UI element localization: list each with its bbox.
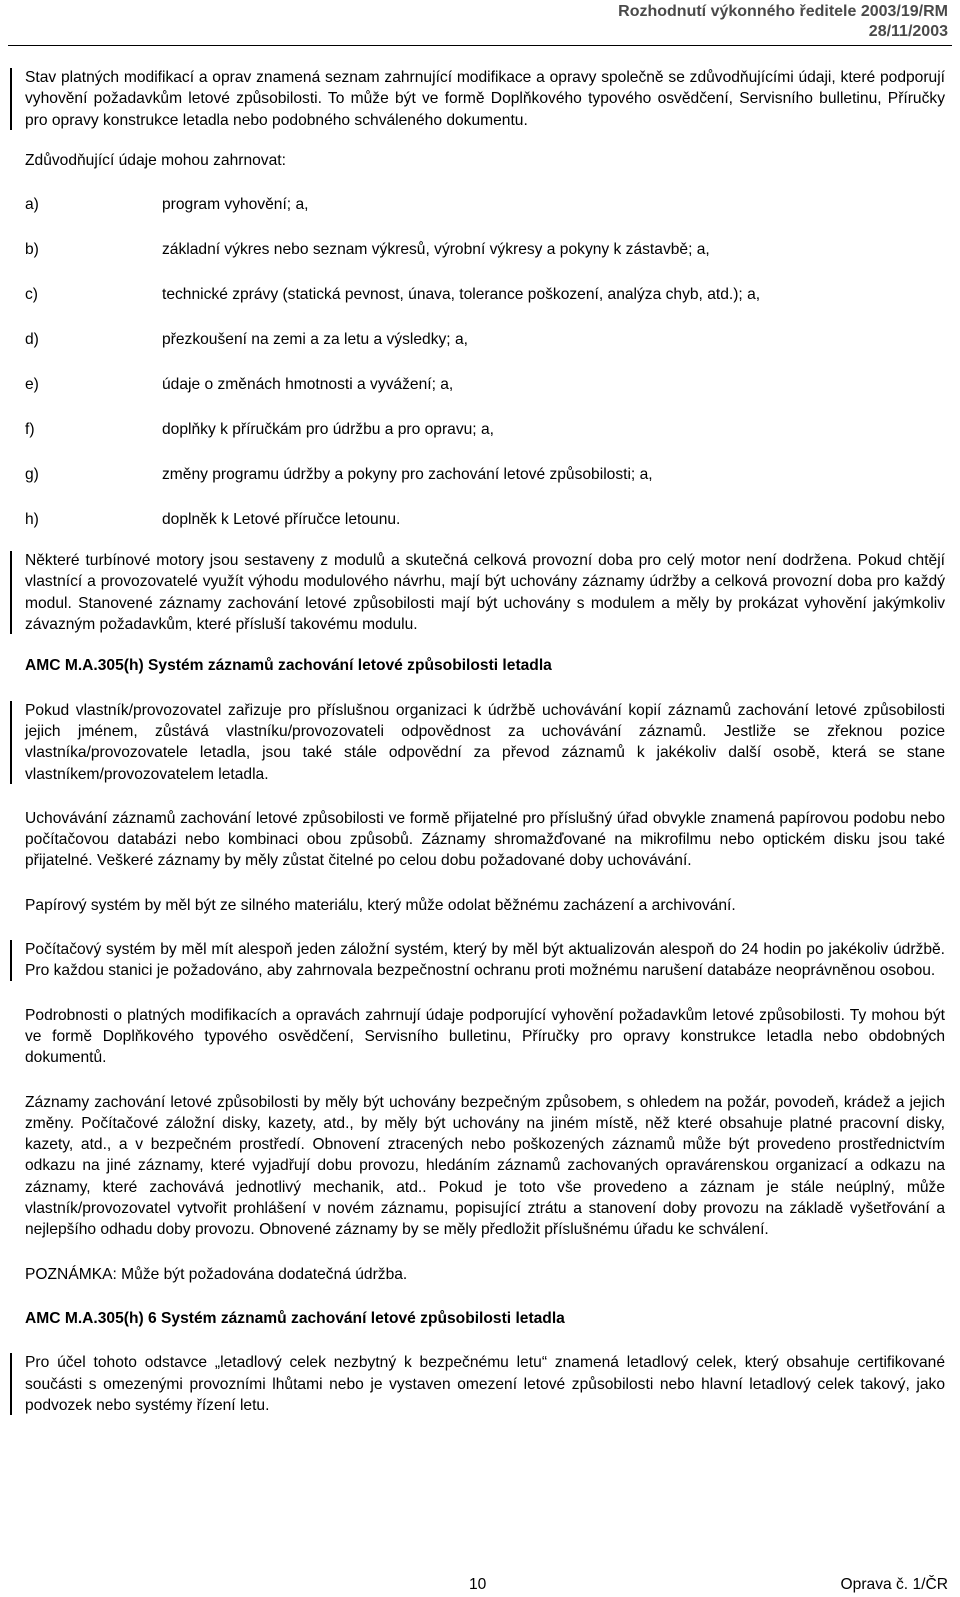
page-header (618, 2, 948, 42)
revision-label: Oprava č. 1/ČR (840, 1576, 948, 1593)
paragraph-purpose: Pro účel tohoto odstavce „letadlový celek nezbytný k bezpečnému letu“ znamená letadlový celek, který obsahuje certifikované součásti s omezenými provozními lhůtami nebo je vystaven omezení letové způsobilosti nebo hlavní letadlový celek takový, jako podvozek nebo systémy řízení letu. (25, 1352, 945, 1416)
list-item-letter: g) (25, 466, 39, 484)
list-item (25, 194, 945, 239)
list-item (25, 464, 945, 509)
list-item (25, 419, 945, 464)
document-body (25, 67, 945, 1416)
list-item (25, 329, 945, 374)
list-item (25, 239, 945, 284)
list-item-letter: a) (25, 196, 39, 214)
paragraph-computer: Počítačový systém by měl mít alespoň jeden záložní systém, který by měl být aktualizován alespoň do 24 hodin po jakékoliv údržbě. Pro každou stanici je požadováno, aby zahrnovala bezpečnostní ochranu proti možnému narušení databáze neoprávněnou osobou. (25, 939, 945, 982)
list-item-text: základní výkres nebo seznam výkresů, výrobní výkresy a pokyny k zástavbě; a, (162, 241, 710, 259)
list-item-letter: e) (25, 376, 39, 394)
list-item (25, 509, 945, 533)
page-number: 10 (469, 1576, 487, 1593)
list-item (25, 374, 945, 419)
list-item-letter: d) (25, 331, 39, 349)
list-item-text: technické zprávy (statická pevnost, únava, tolerance poškození, analýza chyb, atd.); a, (162, 286, 761, 304)
list-item-letter: f) (25, 421, 35, 439)
header-divider (8, 45, 952, 46)
list-item (25, 284, 945, 329)
paragraph-protection: Záznamy zachování letové způsobilosti by měly být uchovány bezpečným způsobem, s ohledem na požár, povodeň, krádež a jejich změny. Počítačové záložní disky, kazety, atd., by měly být uchovány na jiném místě, něž které obsahuje platné pracovní disky, kazety, atd., a v bezpečném prostředí. Obnovení ztracených nebo poškozených záznamů může být provedeno prostřednictvím odkazu na jiné záznamy, které vyjadřují dobu provozu, hledáním záznamů zachovaných opravárenskou organizací a odkazu na záznamy, které zachovává jednotlivý mechanik, atd.. Pokud je toto vše provedeno a záznam je stále neúplný, může vlastník/provozovatel vytvořit prohlášení v novém záznamu, popisující ztrátu a stanovení doby provozu na základě vyšetřování a nejlepšího odhadu doby provozu. Obnovené záznamy by se měly předložit příslušnému úřadu ke schválení. (25, 1093, 945, 1239)
paragraph-note: POZNÁMKA: Může být požadována dodatečná údržba. (25, 1265, 408, 1283)
paragraph-modules: Některé turbínové motory jsou sestaveny z modulů a skutečná celková provozní doba pro celý motor není dodržena. Pokud chtějí vlastnící a provozovatelé využít výhodu modulového návrhu, mají být uchovány záznamy údržby a celková provozní doba pro každý modul. Stanovené záznamy zachování letové způsobilosti mají být uchovány s modulem a měly by prokázat vyhovění jakýmkoliv závazným požadavkům, které přísluší takovému modulu. (25, 550, 945, 635)
paragraph-supporting-data: Zdůvodňující údaje mohou zahrnovat: (25, 151, 286, 169)
document-date: 28/11/2003 (868, 23, 948, 40)
paragraph-storage: Uchovávání záznamů zachování letové způsobilosti ve formě přijatelné pro příslušný úřad obvykle znamená papírovou podobu nebo počítačovou databázi nebo kombinaci obou způsobů. Záznamy shromažďované na mikrofilmu nebo optickém disku jsou také přijatelné. Veškeré záznamy by měly zůstat čitelné po celou dobu požadované doby uchovávání. (25, 809, 945, 870)
paragraph-intro: Stav platných modifikací a oprav znamená seznam zahrnující modifikace a opravy společně se zdůvodňujícími údaji, které podporují vyhovění požadavkům letové způsobilosti. To může být ve formě Doplňkového typového osvědčení, Servisního bulletinu, Příručky pro opravy konstrukce letadla nebo podobného schváleného dokumentu. (25, 67, 945, 131)
list-item-text: program vyhovění; a, (162, 196, 309, 214)
list-item-text: údaje o změnách hmotnosti a vyvážení; a, (162, 376, 454, 394)
paragraph-paper: Papírový systém by měl být ze silného materiálu, který může odolat běžnému zacházení a archivování. (25, 896, 736, 914)
supporting-data-list (25, 194, 945, 533)
list-item-text: doplňky k příručkám pro údržbu a pro opravu; a, (162, 421, 494, 439)
paragraph-owner: Pokud vlastník/provozovatel zařizuje pro příslušnou organizaci k údržbě uchovávání kopií záznamů zachování letové způsobilosti jejich jménem, zůstává vlastníku/provozovateli odpovědnost za uchovávání záznamů. Jestliže se zřeknou pozice vlastníka/provozovatele letadla, jsou také stále odpovědní za převod záznamů k jakékoliv další osobě, která se stane vlastníkem/provozovatelem letadla. (25, 700, 945, 785)
list-item-text: doplněk k Letové příručce letounu. (162, 511, 401, 529)
list-item-letter: h) (25, 511, 39, 529)
list-item-text: přezkoušení na zemi a za letu a výsledky; a, (162, 331, 468, 349)
paragraph-details: Podrobnosti o platných modifikacích a opravách zahrnují údaje podporující vyhovění požadavkům letové způsobilosti. Ty mohou být ve formě Doplňkového typového osvědčení, Servisního bulletinu, Příručky pro opravy konstrukce letadla nebo obdobných dokumentů. (25, 1006, 945, 1067)
list-item-letter: b) (25, 241, 39, 259)
list-item-letter: c) (25, 286, 38, 304)
section-heading-305h-6: AMC M.A.305(h) 6 Systém záznamů zachování letové způsobilosti letadla (25, 1309, 565, 1327)
document-title: Rozhodnutí výkonného ředitele 2003/19/RM (618, 3, 948, 20)
section-heading-305h: AMC M.A.305(h) Systém záznamů zachování letové způsobilosti letadla (25, 657, 552, 675)
list-item-text: změny programu údržby a pokyny pro zachování letové způsobilosti; a, (162, 466, 653, 484)
